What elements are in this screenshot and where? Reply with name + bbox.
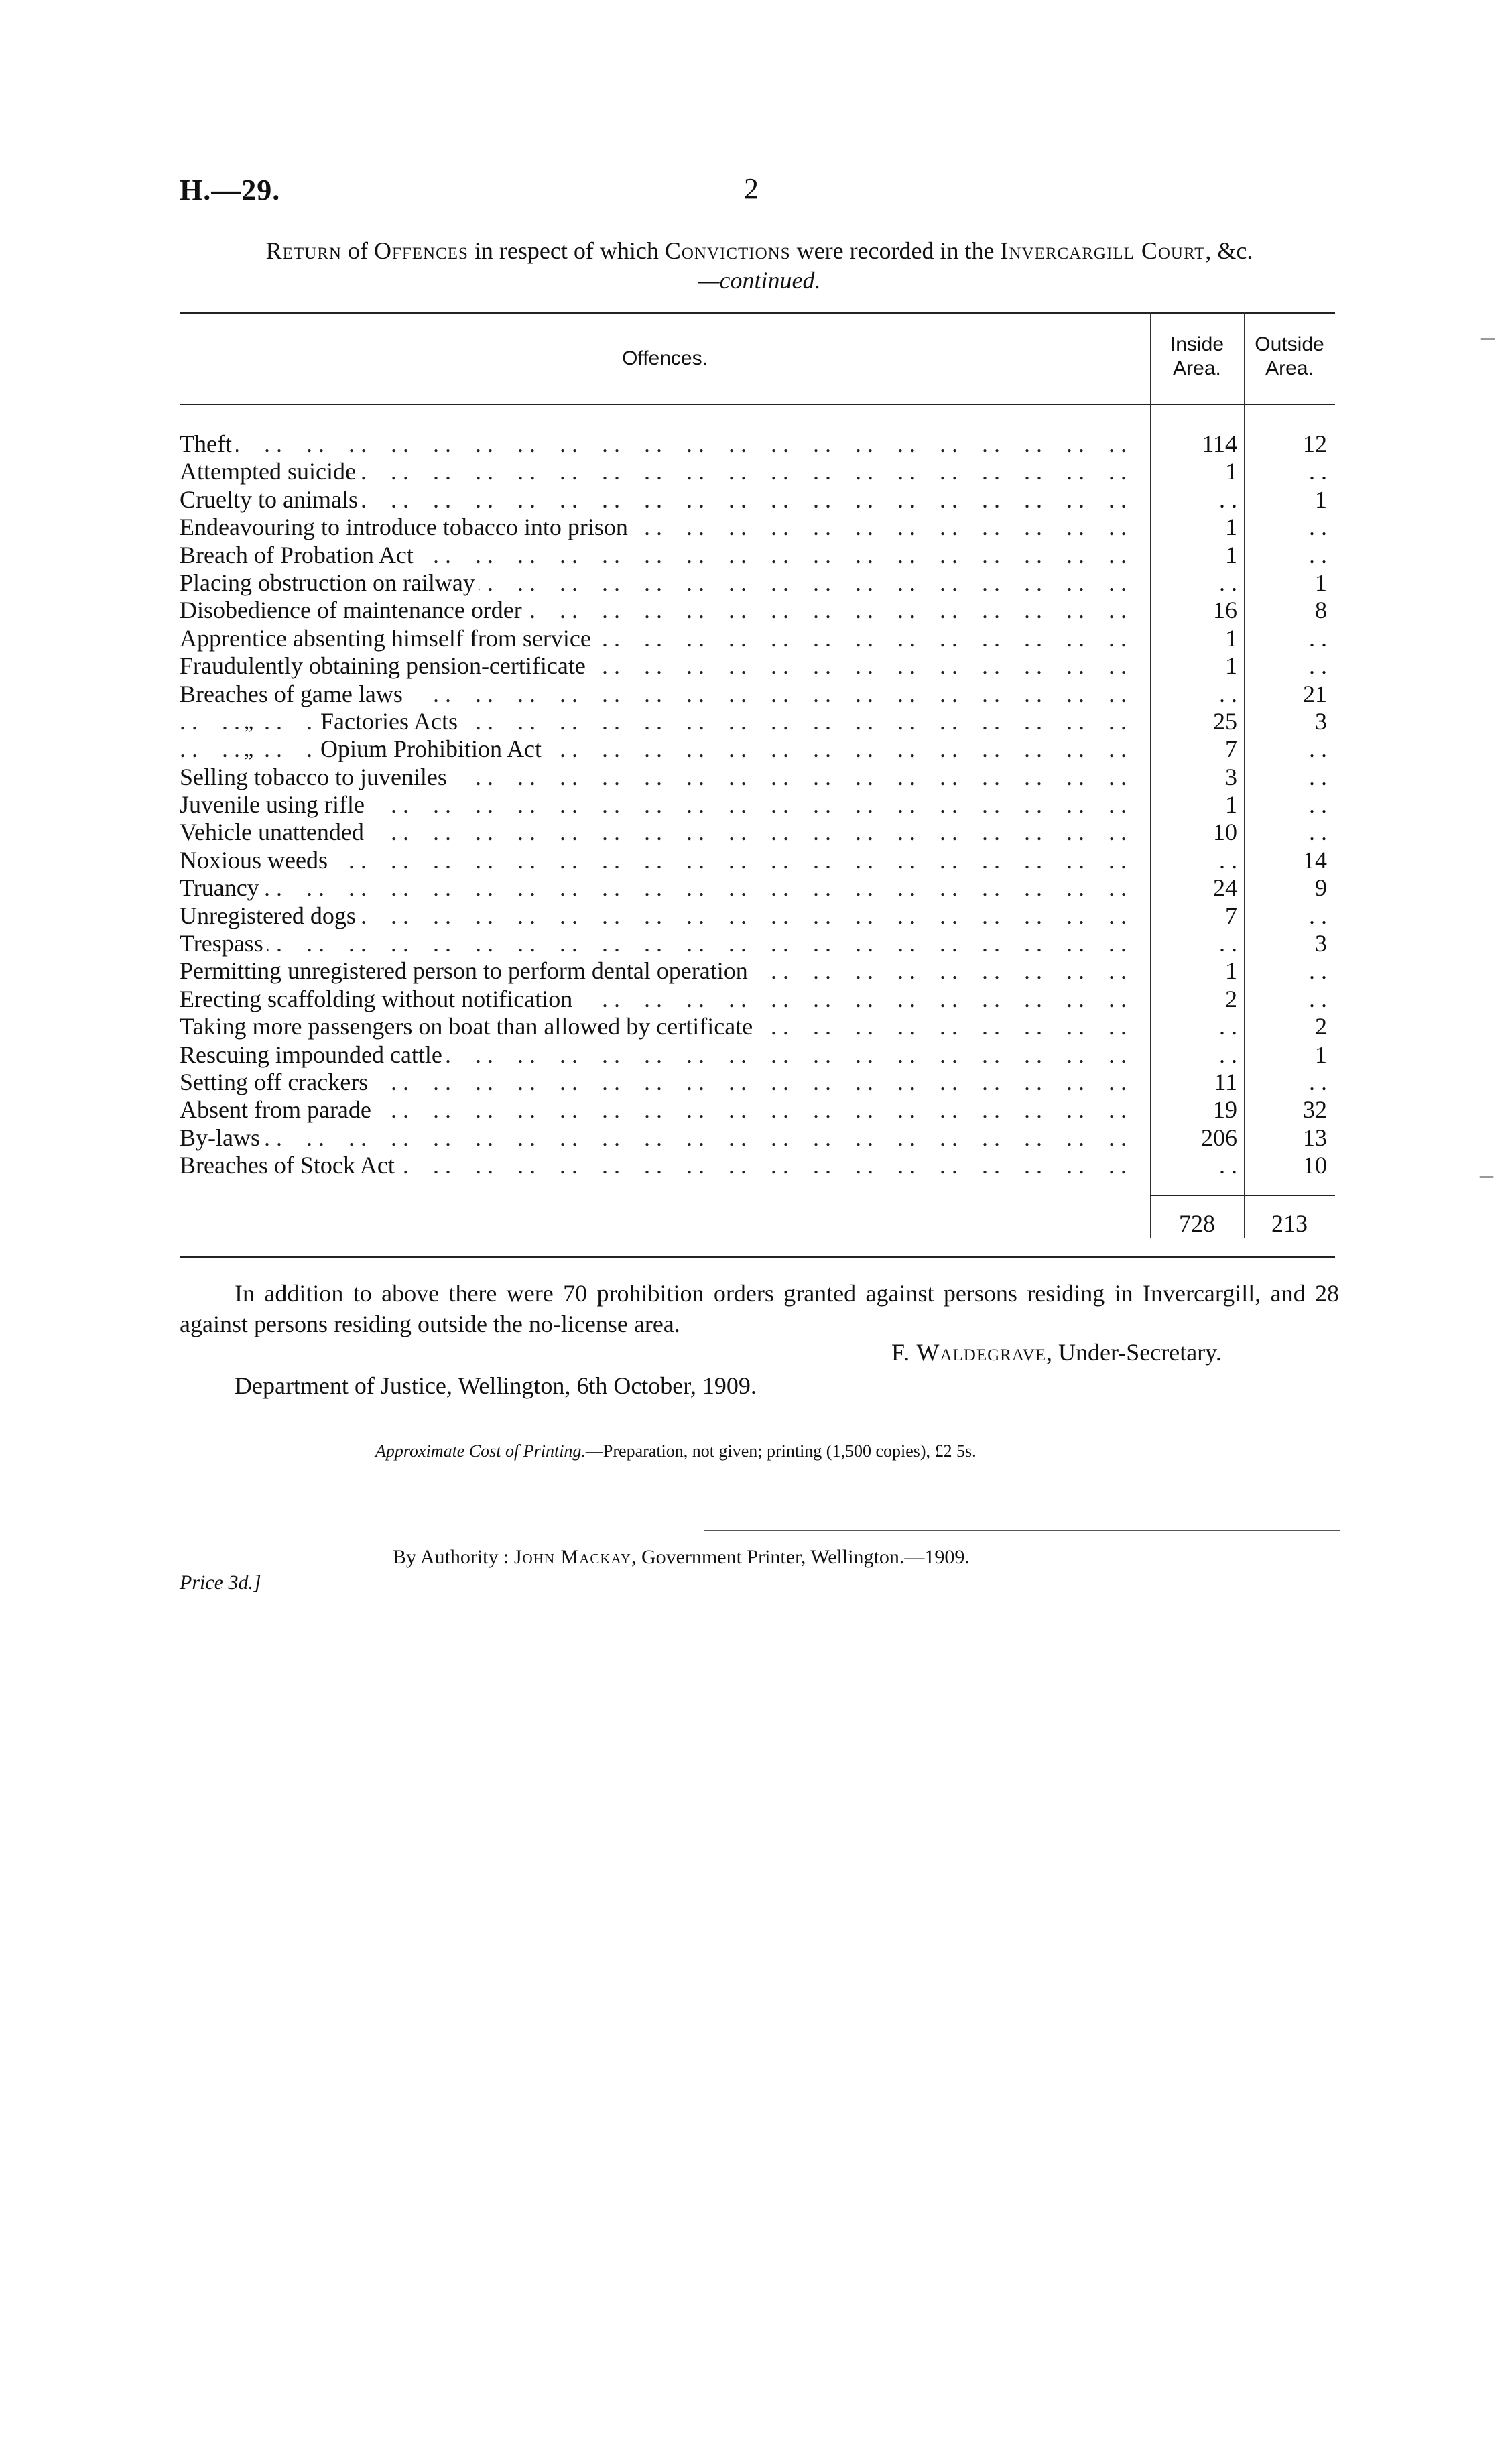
offence-label: Placing obstruction on railway (180, 569, 479, 597)
inside-value: . . (1219, 930, 1237, 957)
page-number: 2 (744, 172, 759, 205)
table-row (180, 819, 1335, 846)
offence-label: Factories Acts (320, 708, 462, 735)
table-row (180, 902, 1335, 930)
table-row (180, 514, 1335, 541)
outside-value: . . (1309, 763, 1327, 790)
offence-label: Truancy (180, 874, 263, 902)
outside-value: . . (1309, 791, 1327, 819)
inside-value: 1 (1225, 624, 1237, 652)
additional-note: In addition to above there were 70 prohibition orders granted against persons residing in Invercargill, and 28 against persons residing outside the no-license area. (180, 1280, 1339, 1337)
table-top-rule (180, 312, 1335, 314)
title-word-return: Return (265, 237, 342, 264)
offence-label: Disobedience of maintenance order (180, 597, 526, 624)
table-row (180, 458, 1335, 485)
total-inside: 728 (1179, 1210, 1215, 1237)
offence-label: Unregistered dogs (180, 902, 360, 930)
offence-label: Fraudulently obtaining pension-certificate (180, 652, 590, 680)
header-outside-line2: Area. (1265, 357, 1314, 379)
table-row (180, 986, 1335, 1013)
printer-name: John Mackay (513, 1546, 631, 1568)
title-court-name: Invercargill Court (1000, 237, 1206, 264)
outside-value: 3 (1315, 707, 1327, 735)
outside-value: 10 (1303, 1152, 1327, 1179)
offence-label: Absent from parade (180, 1096, 375, 1124)
outside-value: 14 (1303, 846, 1327, 874)
offence-label: Breaches of game laws (180, 680, 407, 708)
table-row (180, 597, 1335, 624)
offence-label: Apprentice absenting himself from service (180, 625, 595, 652)
margin-mark-icon: – (1481, 321, 1495, 351)
table-row (180, 874, 1335, 902)
outside-value: 1 (1315, 569, 1327, 596)
table-row (180, 652, 1335, 680)
outside-value: 1 (1315, 485, 1327, 513)
title-word-of: of (347, 237, 368, 264)
table-row (180, 486, 1335, 514)
department-line: Department of Justice, Wellington, 6th October, 1909. (235, 1372, 757, 1399)
cost-text: —Preparation, not given; printing (1,500 copies), £2 5s. (585, 1441, 976, 1461)
inside-value: 7 (1225, 735, 1237, 763)
outside-value: . . (1309, 541, 1327, 569)
title-etc: , &c. (1205, 237, 1253, 264)
offence-label: Rescuing impounded cattle (180, 1041, 446, 1069)
outside-value: . . (1309, 819, 1327, 846)
outside-value: . . (1309, 652, 1327, 680)
outside-value: 3 (1315, 930, 1327, 957)
offence-label: By-laws (180, 1124, 264, 1152)
offence-label: Permitting unregistered person to perform dental operation (180, 957, 752, 985)
offence-label: Noxious weeds (180, 847, 332, 874)
table-body (180, 430, 1335, 1180)
table-row (180, 625, 1335, 652)
margin-mark-icon: – (1480, 1159, 1493, 1189)
inside-value: . . (1219, 680, 1237, 707)
inside-value: 1 (1225, 957, 1237, 985)
ditto-mark: „ (244, 708, 253, 735)
table-bottom-rule (180, 1256, 1335, 1258)
table-header-rule (180, 404, 1335, 405)
outside-value: 2 (1315, 1013, 1327, 1040)
offence-label: Taking more passengers on boat than allowed by certificate (180, 1013, 757, 1040)
offence-label: Setting off crackers (180, 1069, 372, 1096)
outside-value: 32 (1303, 1096, 1327, 1124)
outside-value: . . (1309, 624, 1327, 652)
outside-value: 21 (1303, 680, 1327, 707)
offence-label: Endeavouring to introduce tobacco into prison (180, 514, 632, 541)
header-offences: Offences. (622, 347, 708, 369)
outside-value: . . (1309, 957, 1327, 985)
title-word-offences: Offences (373, 237, 468, 264)
header-outside-area (1244, 333, 1335, 381)
header-inside-line2: Area. (1173, 357, 1221, 379)
header-inside-area (1150, 333, 1244, 381)
inside-value: . . (1219, 1152, 1237, 1179)
header-outside-line1: Outside (1255, 333, 1324, 355)
table-row (180, 1096, 1335, 1124)
inside-value: 1 (1225, 652, 1237, 680)
inside-value: 206 (1201, 1124, 1237, 1151)
inside-value: 1 (1225, 514, 1237, 541)
table-row (180, 1041, 1335, 1069)
header-inside-line1: Inside (1170, 333, 1224, 355)
offence-label: Opium Prohibition Act (320, 735, 546, 763)
signature-line (891, 1338, 1222, 1366)
table-row (180, 764, 1335, 791)
totals-rule (1150, 1195, 1335, 1196)
outside-value: 13 (1303, 1124, 1327, 1151)
offence-label: Attempted suicide (180, 458, 360, 485)
table-title (180, 236, 1339, 295)
inside-value: 2 (1225, 985, 1237, 1012)
inside-value: 1 (1225, 541, 1237, 569)
offence-label: Trespass (180, 930, 267, 957)
offence-label: Breach of Probation Act (180, 542, 418, 569)
table-row (180, 735, 1335, 763)
inside-value: 24 (1213, 874, 1237, 902)
inside-value: 1 (1225, 791, 1237, 819)
outside-value: 8 (1315, 597, 1327, 624)
inside-value: 11 (1214, 1068, 1237, 1095)
authority-suffix: , Government Printer, Wellington.—1909. (631, 1546, 970, 1568)
offence-label: Juvenile using rifle (180, 791, 369, 819)
inside-value: . . (1219, 1040, 1237, 1068)
title-phrase-2: were recorded in the (796, 237, 995, 264)
table-row (180, 1124, 1335, 1152)
inside-value: 25 (1213, 707, 1237, 735)
offence-label: Cruelty to animals (180, 486, 362, 514)
table-row (180, 1152, 1335, 1179)
printer-authority (393, 1546, 970, 1569)
table-row (180, 930, 1335, 957)
total-outside: 213 (1271, 1210, 1308, 1237)
inside-value: 10 (1213, 819, 1237, 846)
outside-value: . . (1309, 458, 1327, 485)
table-row (180, 1069, 1335, 1096)
table-row (180, 957, 1335, 985)
table-row (180, 791, 1335, 819)
outside-value: 1 (1315, 1040, 1327, 1068)
inside-value: . . (1219, 846, 1237, 874)
table-row (180, 708, 1335, 735)
offence-label: Breaches of Stock Act (180, 1152, 399, 1179)
outside-value: 9 (1315, 874, 1327, 902)
signer-title: , Under-Secretary. (1046, 1339, 1222, 1366)
inside-value: 114 (1202, 430, 1237, 457)
inside-value: 19 (1213, 1096, 1237, 1124)
document-reference: H.—29. (180, 174, 281, 206)
printing-cost (375, 1441, 976, 1461)
outside-value: 12 (1303, 430, 1327, 457)
table-row (180, 430, 1335, 458)
inside-value: . . (1219, 485, 1237, 513)
offence-label: Selling tobacco to juveniles (180, 764, 451, 791)
table-row (180, 847, 1335, 874)
outside-value: . . (1309, 902, 1327, 929)
title-word-convictions: Convictions (664, 237, 791, 264)
table-row (180, 1013, 1335, 1040)
inside-value: 1 (1225, 458, 1237, 485)
inside-value: 7 (1225, 902, 1237, 929)
inside-value: . . (1219, 569, 1237, 596)
outside-value: . . (1309, 985, 1327, 1012)
table-row (180, 542, 1335, 569)
inside-value: 16 (1213, 597, 1237, 624)
inside-value: 3 (1225, 763, 1237, 790)
price: Price 3d.] (180, 1571, 261, 1594)
title-phrase-1: in respect of which (474, 237, 659, 264)
inside-value: . . (1219, 1013, 1237, 1040)
table-row (180, 569, 1335, 597)
offence-label: Theft (180, 430, 236, 458)
outside-value: . . (1309, 735, 1327, 763)
cost-label: Approximate Cost of Printing. (375, 1441, 586, 1461)
footer-separator (704, 1530, 1340, 1531)
outside-value: . . (1309, 514, 1327, 541)
table-row (180, 680, 1335, 708)
signer-name: F. Waldegrave (891, 1339, 1047, 1366)
outside-value: . . (1309, 1068, 1327, 1095)
authority-prefix: By Authority : (393, 1546, 509, 1568)
ditto-mark: „ (244, 735, 253, 763)
offence-label: Vehicle unattended (180, 819, 368, 846)
offence-label: Erecting scaffolding without notification (180, 986, 576, 1013)
title-continued: —continued. (698, 267, 821, 294)
